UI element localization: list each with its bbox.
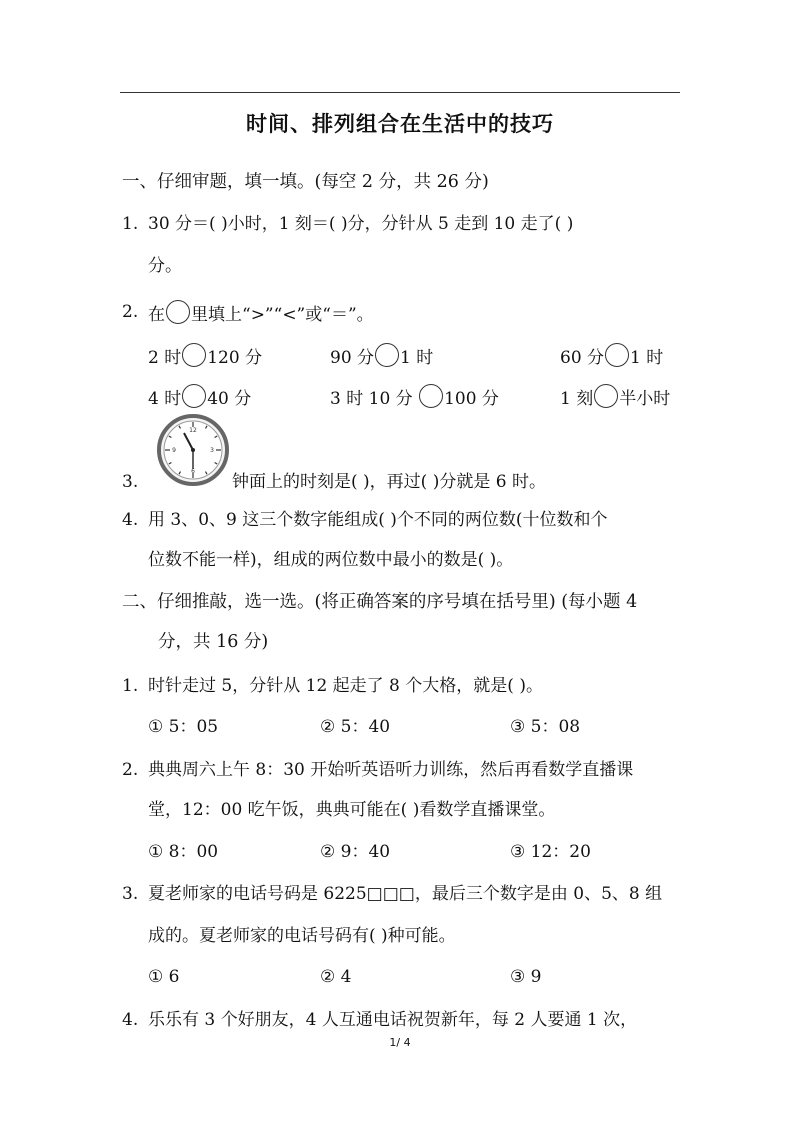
s2-q4-text: 乐乐有 3 个好朋友，4 人互通电话祝贺新年，每 2 人要通 1 次，: [148, 1010, 638, 1030]
s2-q2-continuation: 堂，12：00 吃午饭，典典可能在( )看数学直播课堂。: [148, 800, 556, 820]
option-c[interactable]: ③ 9: [510, 967, 542, 987]
page-number: 1/ 4: [389, 1036, 411, 1049]
page-title: 时间、排列组合在生活中的技巧: [246, 112, 554, 136]
compare-item: 4 时 40 分: [148, 384, 251, 411]
blank-circle[interactable]: [182, 343, 206, 367]
s1-q3-text: 钟面上的时刻是( )，再过( )分就是 6 时。: [232, 472, 546, 492]
compare-item: 90 分 1 时: [330, 343, 433, 370]
compare-item: 60 分 1 时: [560, 343, 663, 370]
blank-circle[interactable]: [182, 384, 206, 408]
s1-q4-number: 4.: [122, 510, 139, 530]
blank-circle[interactable]: [375, 343, 399, 367]
option-c[interactable]: ③ 5：08: [510, 717, 581, 737]
option-c[interactable]: ③ 12：20: [510, 842, 591, 862]
compare-item: 2 时 120 分: [148, 343, 262, 370]
svg-text:12: 12: [189, 427, 197, 434]
s2-q1-text: 时针走过 5，分针从 12 起走了 8 个大格，就是( )。: [148, 676, 543, 696]
compare-item: 3 时 10 分 100 分: [330, 384, 499, 411]
s1-q1-continuation: 分。: [148, 256, 182, 276]
clock-face-icon: [156, 413, 230, 487]
s1-q4-continuation: 位数不能一样)，组成的两位数中最小的数是( )。: [148, 550, 514, 570]
blank-circle[interactable]: [166, 300, 190, 324]
s2-q1-number: 1.: [122, 676, 139, 696]
section-1-header: 一、仔细审题，填一填。(每空 2 分，共 26 分): [122, 172, 489, 192]
s2-q3-continuation: 成的。夏老师家的电话号码有( )种可能。: [148, 926, 456, 946]
s1-q1-number: 1.: [122, 214, 139, 234]
s1-q4-text: 用 3、0、9 这三个数字能组成( )个不同的两位数(十位数和个: [148, 510, 608, 530]
s1-q2-post: 里填上“>”“<”或“＝”。: [191, 305, 374, 325]
section-2-header: 二、仔细推敲，选一选。(将正确答案的序号填在括号里) (每小题 4: [122, 592, 638, 612]
compare-item: 1 刻 半小时: [560, 384, 670, 411]
option-a[interactable]: ① 5：05: [148, 717, 219, 737]
header-rule: [120, 92, 680, 93]
blank-circle[interactable]: [419, 384, 443, 408]
svg-text:3: 3: [210, 447, 214, 454]
blank-circle[interactable]: [594, 384, 618, 408]
section-2-header-continuation: 分，共 16 分): [158, 632, 269, 652]
option-b[interactable]: ② 5：40: [320, 717, 391, 737]
s2-q2-number: 2.: [122, 760, 139, 780]
s2-q3-number: 3.: [122, 884, 139, 904]
s1-q3-number: 3.: [122, 472, 139, 492]
blank-circle[interactable]: [605, 343, 629, 367]
s2-q4-number: 4.: [122, 1010, 139, 1030]
s1-q2-instruction: [148, 300, 374, 327]
s2-q3-text: 夏老师家的电话号码是 6225□□□，最后三个数字是由 0、5、8 组: [148, 884, 663, 904]
option-b[interactable]: ② 4: [320, 967, 352, 987]
s1-q1-text: 30 分＝( )小时，1 刻＝( )分，分针从 5 走到 10 走了( ): [148, 214, 574, 234]
option-a[interactable]: ① 6: [148, 967, 180, 987]
s1-q2-number: 2.: [122, 302, 139, 322]
s1-q2-pre: 在: [148, 305, 165, 325]
option-a[interactable]: ① 8：00: [148, 842, 219, 862]
s2-q2-text: 典典周六上午 8：30 开始听英语听力训练，然后再看数学直播课: [148, 760, 634, 780]
svg-text:9: 9: [172, 447, 176, 454]
svg-text:6: 6: [191, 468, 195, 475]
option-b[interactable]: ② 9：40: [320, 842, 391, 862]
